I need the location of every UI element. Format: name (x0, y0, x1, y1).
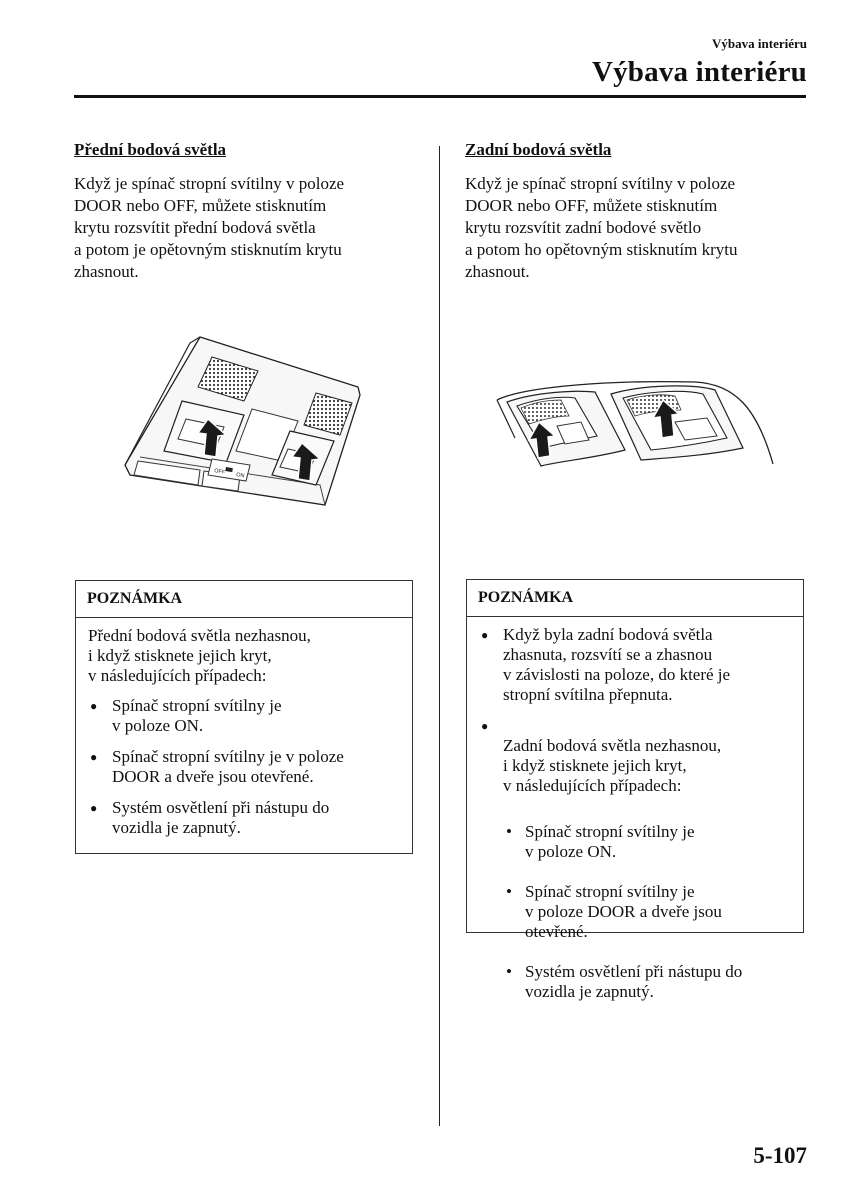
page-title: Výbava interiéru (591, 56, 807, 88)
note-subitem: • Systém osvětlení při nástupu do vozidla je zapnutý. (503, 962, 791, 1002)
note-item (479, 716, 791, 1042)
note-box-front (75, 580, 413, 854)
note-item: ● Spínač stropní svítilny je v poloze ON. (88, 696, 400, 736)
note-item: ● Systém osvětlení při nástupu do vozidla je zapnutý. (88, 798, 400, 838)
running-header: Výbava interiéru (712, 36, 807, 51)
note-intro: Přední bodová světla nezhasnou, i když stisknete jejich kryt, v následujících případech: (88, 626, 311, 685)
front-spotlights-text: Když je spínač stropní svítilny v poloze DOOR nebo OFF, můžete stisknutím krytu rozsvítit přední bodová světla a potom je opětovným stisknutím krytu zhasnout. (74, 174, 345, 281)
front-spotlights-title: Přední bodová světla (74, 140, 227, 159)
note-box-rear (466, 579, 804, 1001)
note-subitem: • Spínač stropní svítilny je v poloze ON. (503, 822, 791, 862)
on-label: ON (235, 472, 245, 480)
front-map-lights-illustration (120, 335, 370, 510)
note-item-text: Zadní bodová světla nezhasnou, i když stisknete jejich kryt, v následujících případech: (503, 736, 722, 795)
note-item: ● Když byla zadní bodová světla zhasnuta, rozsvítí se a zhasnou v závislosti na poloze, do které je stropní svítilna přepnuta. (479, 625, 791, 705)
note-heading: POZNÁMKA (467, 580, 803, 617)
off-label: OFF (213, 468, 226, 476)
note-subitem: • Spínač stropní svítilny je v poloze DOOR a dveře jsou otevřené. (503, 882, 791, 942)
page-number: 5-107 (753, 1143, 807, 1168)
header-rule (74, 95, 806, 98)
rear-spotlights-title: Zadní bodová světla (465, 140, 612, 159)
note-item: ● Spínač stropní svítilny je v poloze DOOR a dveře jsou otevřené. (88, 747, 400, 787)
column-divider (439, 146, 440, 1126)
rear-spotlights-text: Když je spínač stropní svítilny v poloze DOOR nebo OFF, můžete stisknutím krytu rozsvítit zadní bodové světlo a potom ho opětovným stisknutím krytu zhasnout. (465, 174, 738, 281)
note-heading: POZNÁMKA (76, 581, 412, 618)
rear-map-lights-illustration (495, 378, 777, 474)
